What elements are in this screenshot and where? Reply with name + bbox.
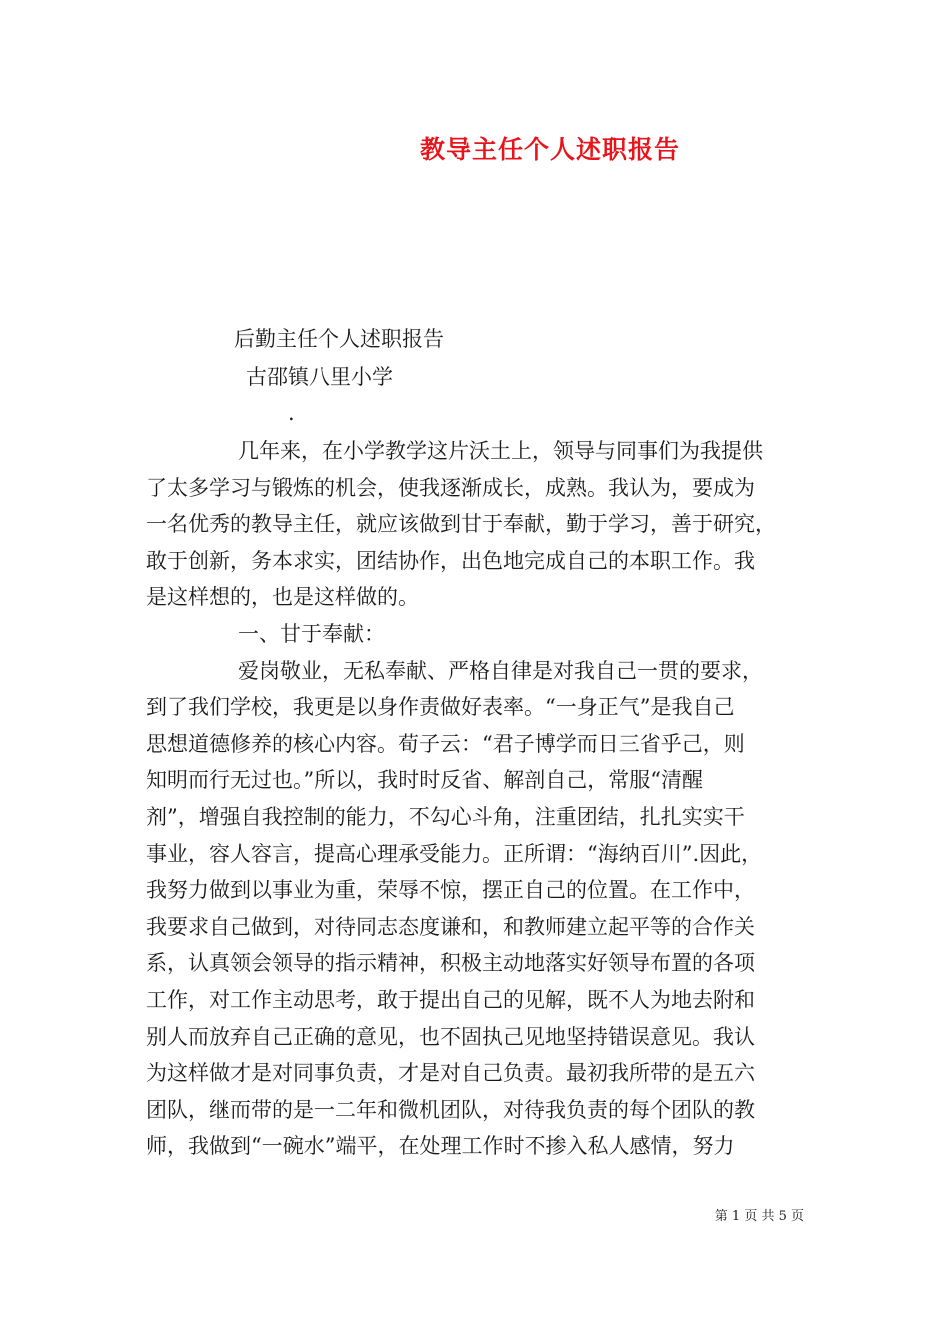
body-line: 一名优秀的教导主任，就应该做到甘于奉献，勤于学习，善于研究，	[146, 512, 776, 537]
body-line: 了太多学习与锻炼的机会，使我逐渐成长，成熟。我认为，要成为	[146, 475, 755, 500]
body-line: 为这样做才是对同事负责，才是对自己负责。最初我所带的是五六	[146, 1061, 755, 1086]
body-line: 是这样想的，也是这样做的。	[146, 585, 419, 610]
section-heading: 一、甘于奉献：	[238, 621, 385, 646]
body-line: 思想道德修养的核心内容。荀子云：“君子博学而日三省乎己，则	[146, 731, 745, 756]
dot-mark: .	[288, 401, 295, 425]
body-line: 事业，容人容言，提高心理承受能力。正所谓：“海纳百川”.因此，	[146, 841, 763, 866]
body-line: 敢于创新，务本求实，团结协作，出色地完成自己的本职工作。我	[146, 548, 755, 573]
body-line: 到了我们学校，我更是以身作责做好表率。“一身正气”是我自己	[146, 695, 735, 720]
subtitle: 后勤主任个人述职报告	[234, 327, 444, 351]
body-line: 工作，对工作主动思考，敢于提出自己的见解，既不人为地去附和	[146, 987, 755, 1012]
school-name: 古邵镇八里小学	[246, 365, 393, 389]
body-line: 几年来，在小学教学这片沃土上，领导与同事们为我提供	[238, 439, 763, 463]
body-line: 系，认真领会领导的指示精神，积极主动地落实好领导布置的各项	[146, 951, 755, 976]
body-line: 师，我做到“一碗水”端平，在处理工作时不掺入私人感情，努力	[146, 1134, 735, 1159]
body-text	[146, 436, 806, 1168]
body-line: 别人而放弃自己正确的意见，也不固执己见地坚持错误意见。我认	[146, 1024, 755, 1049]
body-line: 爱岗敬业，无私奉献、严格自律是对我自己一贯的要求，	[238, 658, 763, 683]
body-line: 我努力做到以事业为重，荣辱不惊，摆正自己的位置。在工作中，	[146, 878, 755, 903]
page-number-footer: 第 1 页 共 5 页	[714, 1209, 804, 1224]
body-line: 我要求自己做到，对待同志态度谦和，和教师建立起平等的合作关	[146, 914, 755, 939]
body-line: 剂”，增强自我控制的能力，不勾心斗角，注重团结，扎扎实实干	[146, 804, 745, 829]
document-title: 教导主任个人述职报告	[419, 135, 680, 164]
body-line: 团队，继而带的是一二年和微机团队，对待我负责的每个团队的教	[146, 1097, 755, 1122]
body-line: 知明而行无过也。”所以，我时时反省、解剖自己，常服“清醒	[146, 768, 703, 793]
